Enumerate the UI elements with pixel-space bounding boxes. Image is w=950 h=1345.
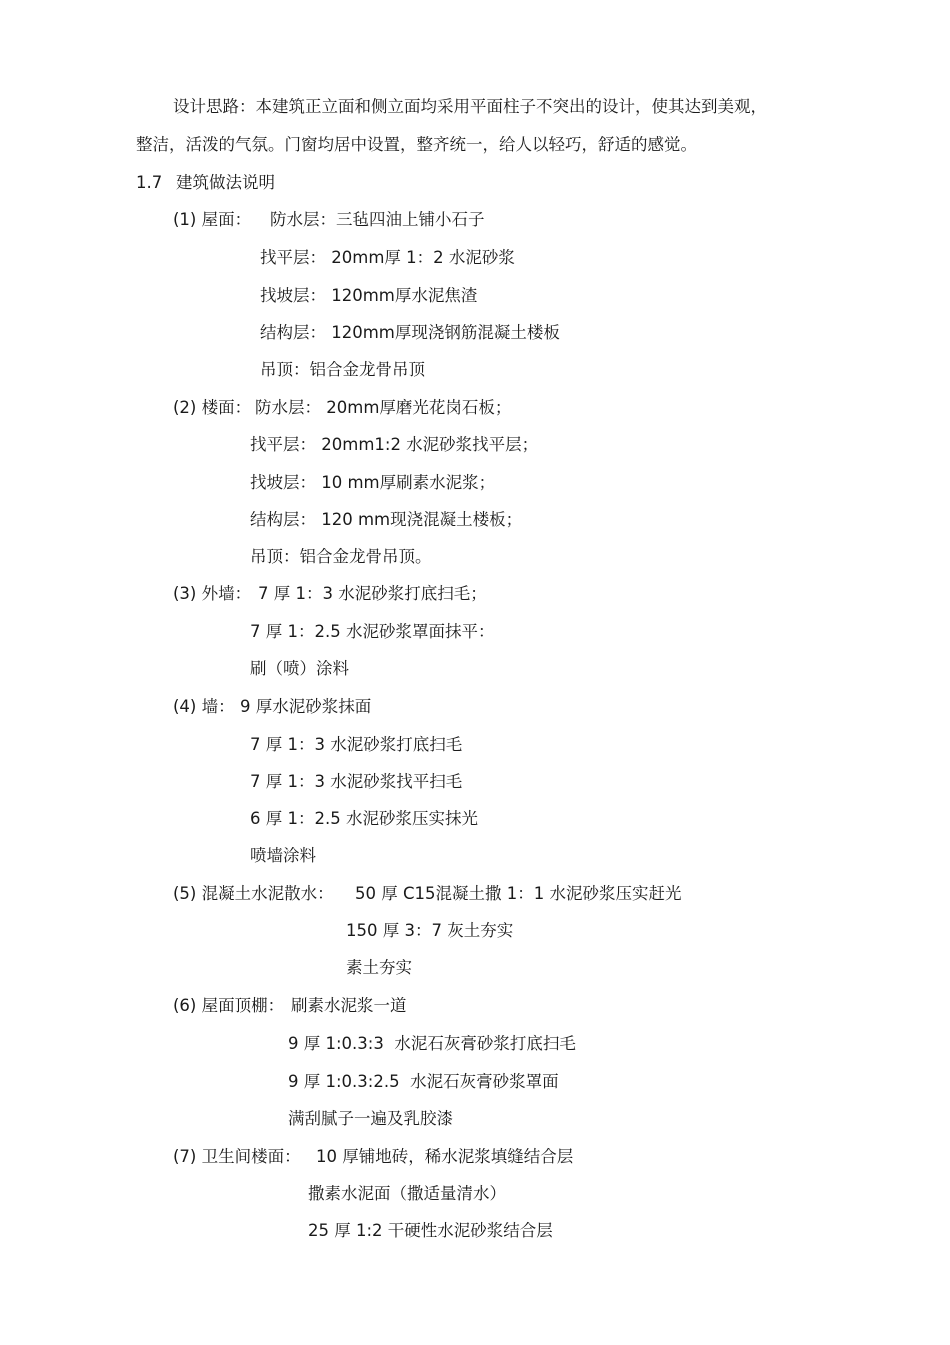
item-bathroom-line: 撒素水泥面（撒适量清水） — [308, 1184, 506, 1203]
item-wall-line: 喷墙涂料 — [250, 846, 316, 865]
item-roof-line: 找平层： 20mm厚 1：2 水泥砂浆 — [260, 248, 515, 267]
item-roof-line: 防水层：三毡四油上铺小石子 — [270, 210, 485, 229]
item-bathroom-line: 25 厚 1:2 干硬性水泥砂浆结合层 — [308, 1221, 553, 1240]
intro-line-1: 设计思路：本建筑正立面和侧立面均采用平面柱子不突出的设计，使其达到美观， — [173, 97, 767, 116]
item-wall-line: 9 厚水泥砂浆抹面 — [240, 697, 372, 716]
item-floor-line: 结构层： 120 mm现浇混凝土楼板； — [250, 510, 523, 529]
item-ceiling-line: 9 厚 1:0.3:3 水泥石灰膏砂浆打底扫毛 — [288, 1034, 576, 1053]
item-floor-line: 找平层： 20mm1:2 水泥砂浆找平层； — [250, 435, 539, 454]
item-exterior-wall-label: (3) 外墙： — [173, 584, 252, 603]
section-number: 1.7 — [136, 173, 163, 192]
section-title: 建筑做法说明 — [176, 173, 275, 192]
item-ceiling-line: 满刮腻子一遍及乳胶漆 — [288, 1109, 453, 1128]
item-wall-line: 7 厚 1：3 水泥砂浆找平扫毛 — [250, 772, 463, 791]
item-ceiling-line: 9 厚 1:0.3:2.5 水泥石灰膏砂浆罩面 — [288, 1072, 559, 1091]
item-floor-line: 找坡层： 10 mm厚刷素水泥浆； — [250, 473, 496, 492]
item-apron-line: 素土夯实 — [346, 958, 412, 977]
item-exterior-wall-line: 7 厚 1：3 水泥砂浆打底扫毛； — [258, 584, 487, 603]
item-apron-line: 150 厚 3：7 灰土夯实 — [346, 921, 514, 940]
item-roof-label: (1) 屋面： — [173, 210, 252, 229]
item-wall-line: 6 厚 1：2.5 水泥砂浆压实抹光 — [250, 809, 478, 828]
item-wall-line: 7 厚 1：3 水泥砂浆打底扫毛 — [250, 735, 463, 754]
item-floor-line: 防水层： 20mm厚磨光花岗石板； — [255, 398, 512, 417]
item-bathroom-line: 10 厚铺地砖，稀水泥浆填缝结合层 — [316, 1147, 574, 1166]
item-roof-line: 结构层： 120mm厚现浇钢筋混凝土楼板 — [260, 323, 560, 342]
item-wall-label: (4) 墙： — [173, 697, 235, 716]
item-exterior-wall-line: 刷（喷）涂料 — [250, 659, 349, 678]
item-exterior-wall-line: 7 厚 1：2.5 水泥砂浆罩面抹平： — [250, 622, 495, 641]
intro-line-2: 整洁，活泼的气氛。门窗均居中设置，整齐统一，给人以轻巧，舒适的感觉。 — [136, 135, 697, 154]
item-roof-line: 找坡层： 120mm厚水泥焦渣 — [260, 286, 478, 305]
item-floor-line: 吊顶：铝合金龙骨吊顶。 — [250, 547, 432, 566]
item-floor-label: (2) 楼面： — [173, 398, 252, 417]
item-roof-line: 吊顶：铝合金龙骨吊顶 — [260, 360, 425, 379]
item-apron-line: 50 厚 C15混凝土撒 1：1 水泥砂浆压实赶光 — [355, 884, 682, 903]
item-apron-label: (5) 混凝土水泥散水： — [173, 884, 334, 903]
item-ceiling-label: (6) 屋面顶棚： — [173, 996, 285, 1015]
item-bathroom-label: (7) 卫生间楼面： — [173, 1147, 301, 1166]
item-ceiling-line: 刷素水泥浆一道 — [291, 996, 407, 1015]
